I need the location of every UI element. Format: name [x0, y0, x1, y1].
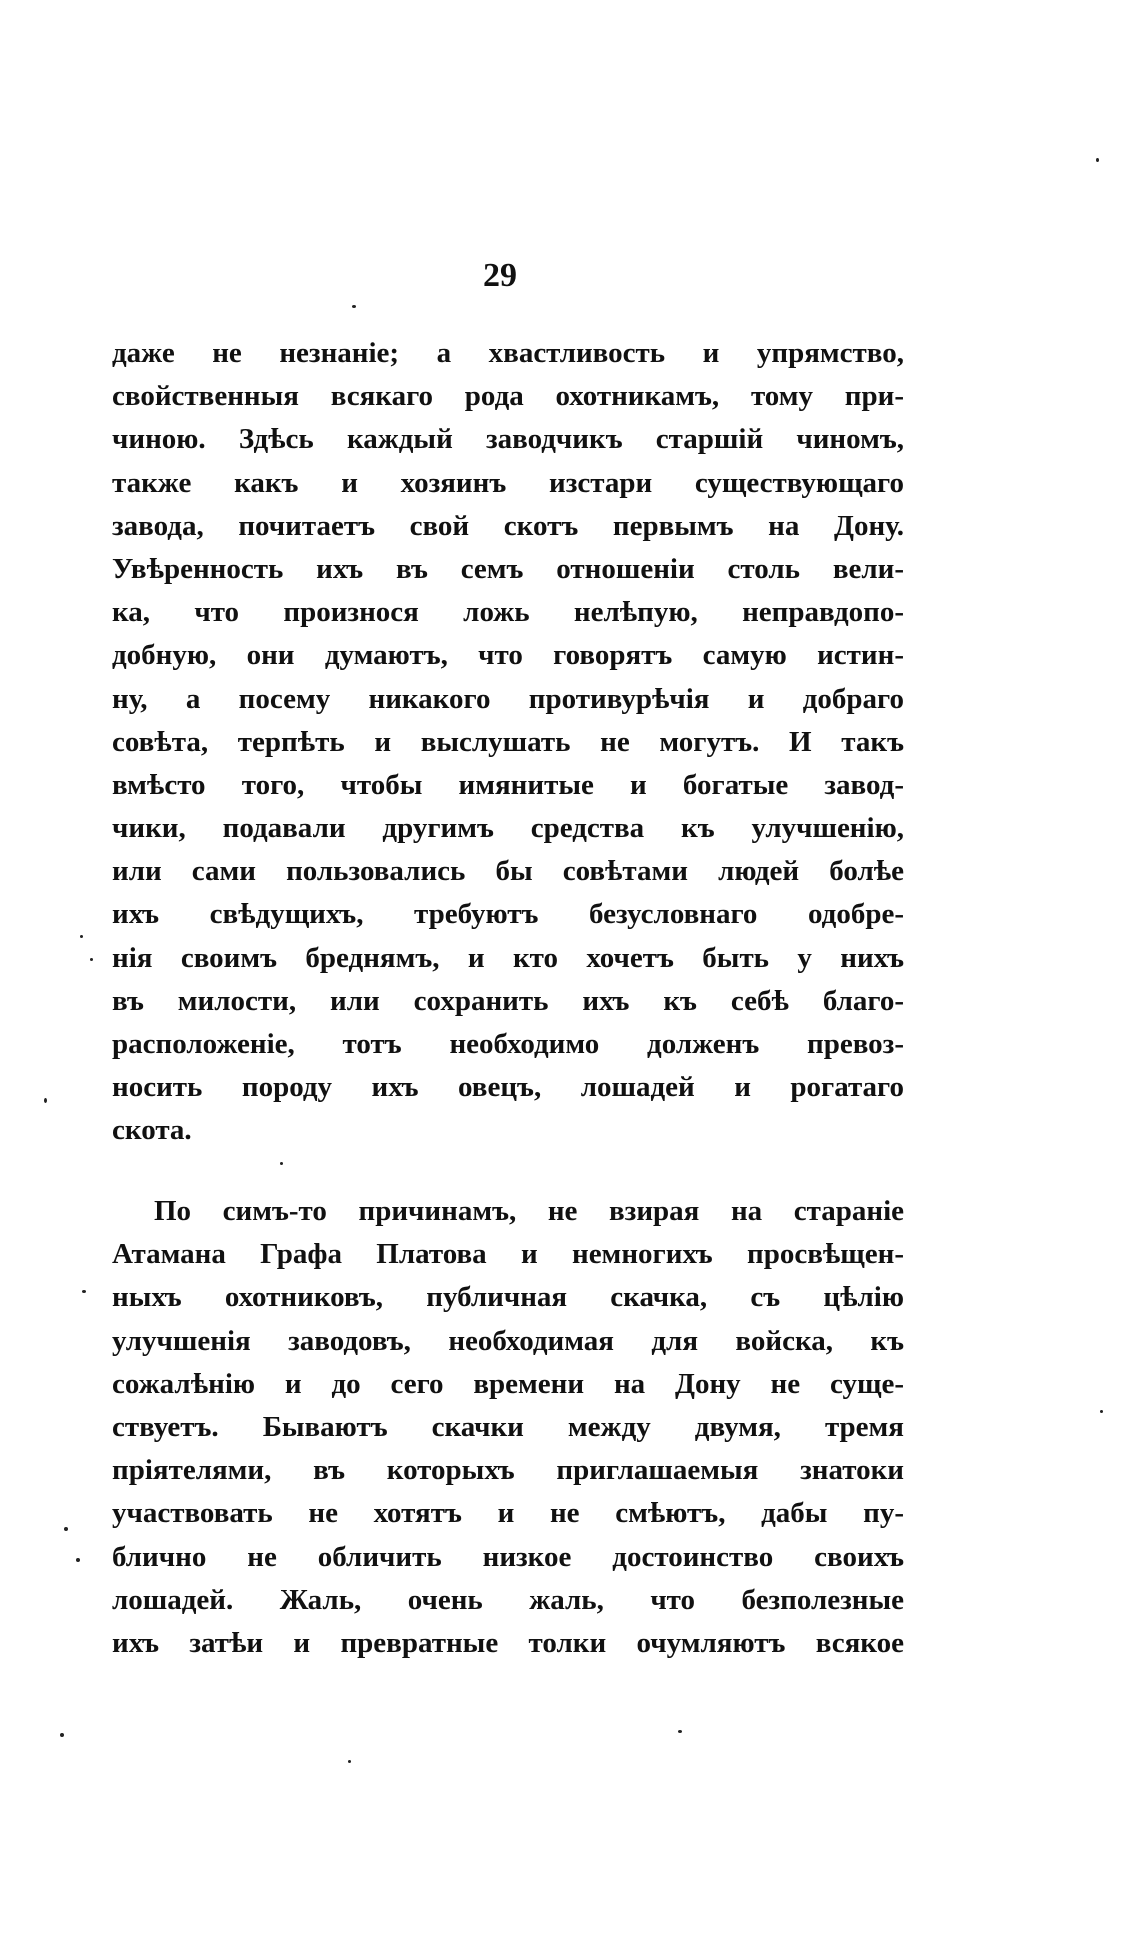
text-line: ихъ затѣи и превратные толки очумляютъ всякое [112, 1626, 904, 1659]
text-line: ихъ свѣдущихъ, требуютъ безусловнаго одобре- [112, 898, 904, 931]
scan-speck [82, 1290, 86, 1293]
scan-speck [1096, 158, 1099, 162]
scan-speck [64, 1527, 68, 1531]
text-line: По симъ-то причинамъ, не взирая на стараніе [154, 1195, 904, 1227]
text-line: вмѣсто того, чтобы имянитые и богатые завод- [112, 768, 904, 801]
scan-speck [352, 305, 356, 308]
scan-speck [678, 1730, 682, 1733]
text-line: ствуетъ. Бываютъ скачки между двумя, тремя [112, 1410, 904, 1443]
text-line: лошадей. Жаль, очень жаль, что безполезные [112, 1583, 904, 1616]
text-line: Атамана Графа Платова и немногихъ просвѣщен- [112, 1238, 904, 1271]
text-line: Увѣренность ихъ въ семъ отношеніи столь вели- [112, 552, 904, 585]
text-line: участвовать не хотятъ и не смѣютъ, дабы пу- [112, 1497, 904, 1530]
text-line: ныхъ охотниковъ, публичная скачка, съ цѣлію [112, 1281, 904, 1314]
text-line: сожалѣнію и до сего времени на Дону не суще- [112, 1367, 904, 1400]
text-line: чиною. Здѣсь каждый заводчикъ старшій чиномъ, [112, 423, 904, 456]
text-line: завода, почитаетъ свой скотъ первымъ на Дону. [112, 509, 904, 542]
scan-speck [44, 1098, 47, 1103]
text-line: свойственныя всякаго рода охотникамъ, тому при- [112, 380, 904, 413]
text-line: даже не незнаніе; а хвастливость и упрямство, [112, 337, 904, 369]
text-line: пріятелями, въ которыхъ приглашаемыя знатоки [112, 1454, 904, 1487]
text-line: совѣта, терпѣть и выслушать не могутъ. И такъ [112, 725, 904, 758]
text-line: блично не обличить низкое достоинство своихъ [112, 1540, 904, 1573]
scan-speck [90, 958, 93, 961]
text-line: скота. [112, 1114, 192, 1147]
scan-speck [348, 1760, 351, 1763]
text-line: нія своимъ бреднямъ, и кто хочетъ быть у нихъ [112, 941, 904, 974]
text-line: носить породу ихъ овецъ, лошадей и рогатаго [112, 1071, 904, 1104]
text-line: въ милости, или сохранить ихъ къ себѣ благо- [112, 984, 904, 1017]
scan-speck [80, 935, 83, 938]
text-line: или сами пользовались бы совѣтами людей болѣе [112, 855, 904, 888]
text-line: добную, они думаютъ, что говорятъ самую истин- [112, 639, 904, 672]
scan-speck [76, 1558, 80, 1562]
text-line: чики, подавали другимъ средства къ улучшенію, [112, 812, 904, 845]
paragraph-2 [112, 1190, 904, 1665]
page-number: 29 [483, 257, 517, 294]
text-line: расположеніе, тотъ необходимо долженъ превоз- [112, 1028, 904, 1060]
text-line: ну, а посему никакого противурѣчія и добраго [112, 682, 904, 715]
scan-speck [1100, 1410, 1103, 1413]
text-line: улучшенія заводовъ, необходимая для войска, къ [112, 1324, 904, 1357]
scan-speck [280, 1162, 283, 1165]
scan-speck [60, 1733, 64, 1737]
paragraph-1 [112, 332, 904, 1153]
text-line: также какъ и хозяинъ изстари существующаго [112, 466, 904, 499]
text-line: ка, что произнося ложь нелѣпую, неправдопо- [112, 596, 904, 629]
